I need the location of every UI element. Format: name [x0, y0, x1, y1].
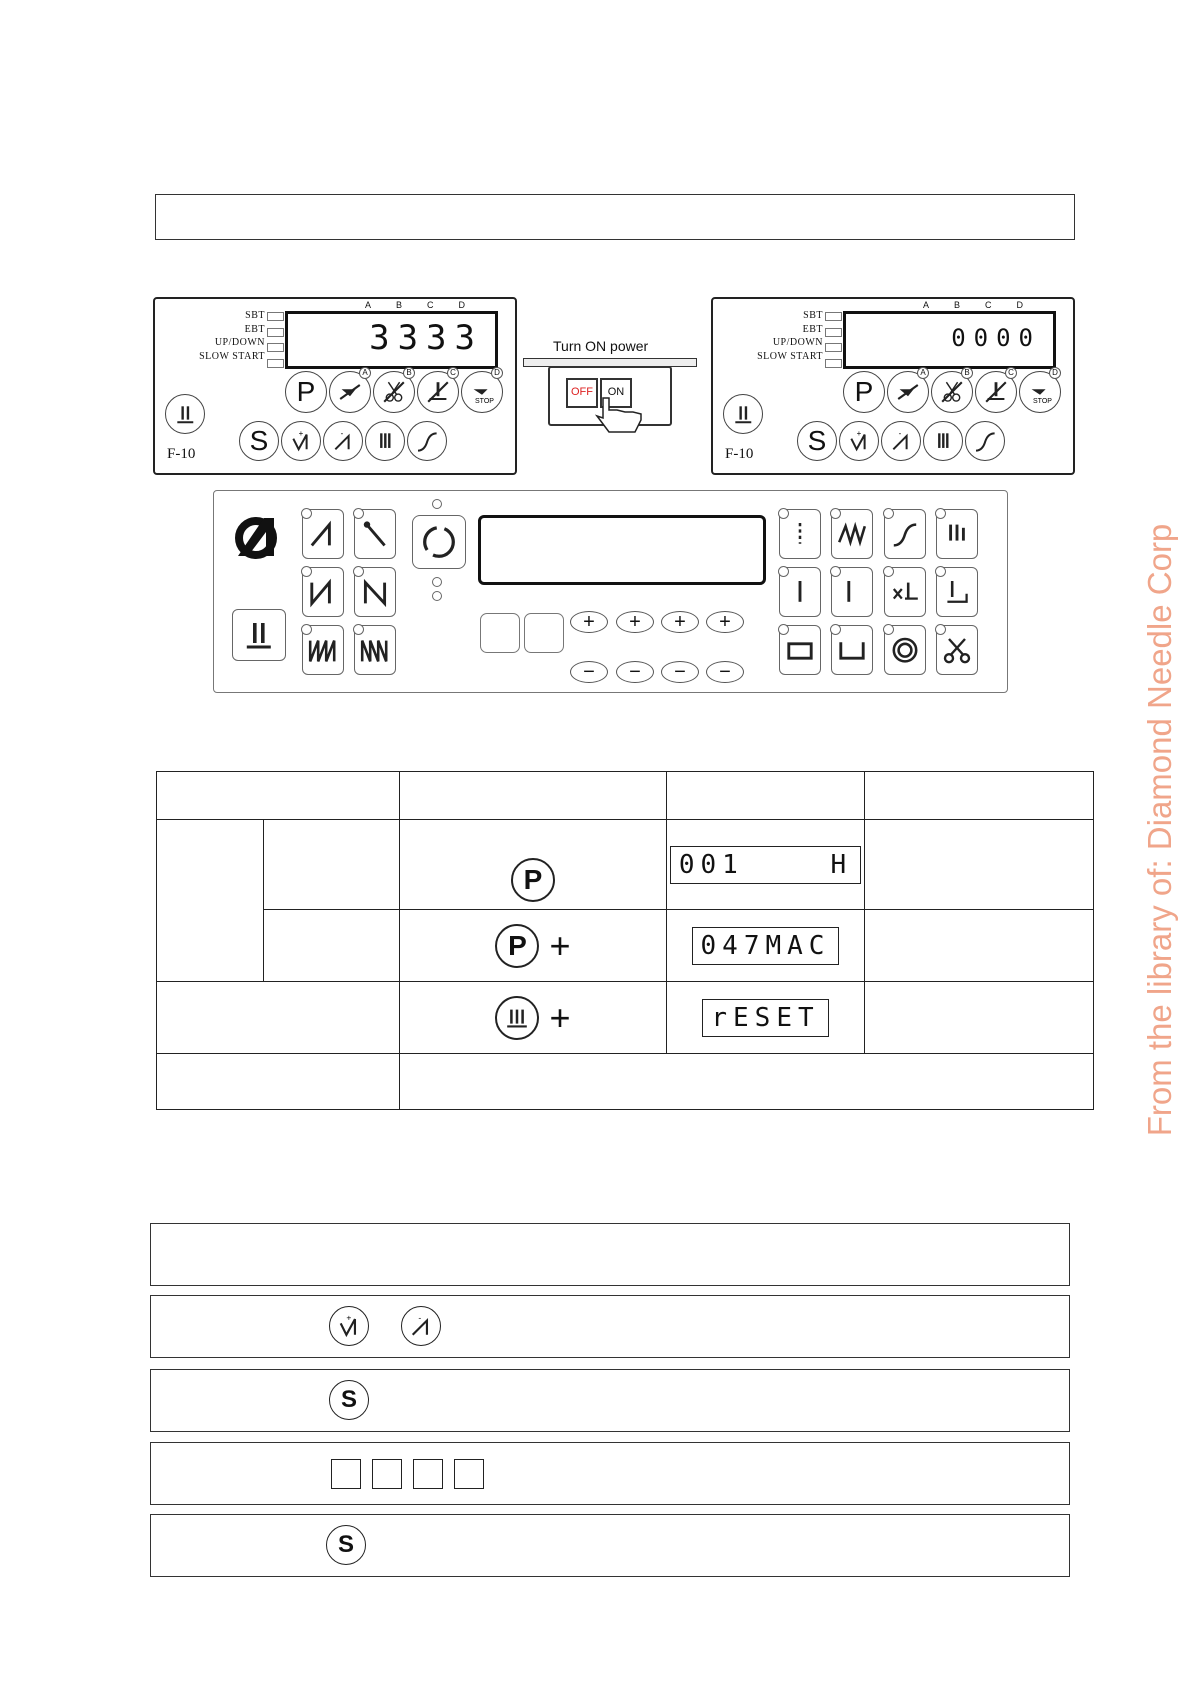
indicator-labels [169, 309, 265, 363]
model-label: F-10 [167, 446, 196, 462]
hand-icon [595, 396, 655, 436]
svg-text:+: + [298, 428, 303, 438]
soft-start-key[interactable] [884, 509, 926, 559]
column-letters: A B C D [923, 300, 1023, 310]
f10-panel-right [711, 297, 1075, 475]
on-switch[interactable]: ON [600, 378, 632, 408]
power-caption: Turn ON power [553, 338, 649, 354]
f10-panel-left [153, 297, 517, 475]
p-key-icon: P [495, 924, 539, 968]
table-row [157, 1054, 1094, 1110]
svg-text:STOP: STOP [475, 398, 494, 406]
display-readout: 001 H [670, 846, 861, 884]
plus-sign: + [549, 996, 571, 1038]
svg-text:+: + [856, 428, 861, 438]
end-backtack-single-key[interactable] [354, 509, 396, 559]
off-switch[interactable]: OFF [566, 378, 598, 408]
blank-key-icon [413, 1459, 443, 1489]
control-panel [213, 490, 1008, 693]
led-2 [432, 591, 442, 601]
settings-table [156, 771, 1094, 1110]
step-row-5 [150, 1514, 1070, 1577]
svg-text:STOP: STOP [1033, 398, 1052, 406]
foot-lift-key[interactable] [936, 567, 978, 617]
column-letters: A B C D [365, 300, 465, 310]
sub-d: D [1049, 367, 1061, 379]
svg-text:-: - [340, 428, 343, 438]
spiral-key[interactable] [884, 625, 926, 675]
blank-key-icon [454, 1459, 484, 1489]
sub-a: A [917, 367, 929, 379]
step-row-3 [150, 1369, 1070, 1432]
plus-sign: + [549, 924, 571, 966]
soft-start-button[interactable] [407, 421, 447, 461]
step-row-4 [150, 1442, 1070, 1505]
table-row [157, 820, 1094, 910]
minus-button-a[interactable]: − [570, 661, 608, 683]
sub-b: B [403, 367, 415, 379]
plus-stitch-button[interactable] [839, 421, 879, 461]
svg-text:+: + [346, 1312, 352, 1323]
indicator-labels [727, 309, 823, 363]
blank-key-2[interactable] [524, 613, 564, 653]
plus-stitch-button[interactable] [281, 421, 321, 461]
step-row-1 [150, 1223, 1070, 1286]
tape-key[interactable] [779, 625, 821, 675]
svg-text:-: - [898, 428, 901, 438]
p-button[interactable]: P [843, 371, 885, 413]
header-cell-4 [865, 772, 1094, 820]
bartack-key[interactable] [302, 625, 344, 675]
blank-key-icon [331, 1459, 361, 1489]
reverse-key[interactable] [936, 509, 978, 559]
needle-down-key[interactable] [779, 509, 821, 559]
table-row [157, 982, 1094, 1054]
bartack-reverse-key[interactable] [354, 625, 396, 675]
cycle-key[interactable] [412, 515, 466, 569]
sub-d: D [491, 367, 503, 379]
cycle-led [432, 499, 442, 509]
updown-needle-button[interactable] [165, 394, 205, 434]
minus-button-c[interactable]: − [661, 661, 699, 683]
trim-foot-key[interactable] [884, 567, 926, 617]
indicator-leds [267, 312, 284, 374]
library-watermark: From the library of: Diamond Needle Corp [1141, 523, 1178, 1137]
stitch-count-key[interactable] [831, 509, 873, 559]
table-row [157, 910, 1094, 982]
header-cell-1 [157, 772, 400, 820]
display-readout: rESET [702, 999, 828, 1037]
indicator-ebt: EBT [802, 323, 823, 335]
blank-key-1[interactable] [480, 613, 520, 653]
indicator-sbt: SBT [245, 310, 265, 321]
svg-text:-: - [418, 1312, 421, 1323]
header-cell-2 [400, 772, 667, 820]
indicator-leds [825, 312, 842, 374]
lcd-display: 3333 [285, 311, 498, 369]
indicator-updown: UP/DOWN [772, 337, 823, 348]
start-backtack-single-key[interactable] [302, 509, 344, 559]
indicator-ebt: EBT [244, 323, 265, 335]
header-cell-3 [667, 772, 865, 820]
brand-logo [234, 516, 282, 560]
step-row-2 [150, 1295, 1070, 1358]
s-button[interactable]: S [239, 421, 279, 461]
plus-button-d[interactable]: + [706, 611, 744, 633]
updown-needle-key[interactable] [232, 609, 286, 661]
updown-needle-icon [495, 996, 539, 1040]
p-button[interactable]: P [285, 371, 327, 413]
sub-a: A [359, 367, 371, 379]
bracket-key[interactable] [831, 625, 873, 675]
plus-stitch-icon [329, 1306, 369, 1346]
indicator-updown: UP/DOWN [214, 337, 265, 348]
updown-needle-button[interactable] [723, 394, 763, 434]
plus-button-a[interactable]: + [570, 611, 608, 633]
blank-key-icon [372, 1459, 402, 1489]
end-backtack-double-key[interactable] [354, 567, 396, 617]
s-button[interactable]: S [797, 421, 837, 461]
plus-button-c[interactable]: + [661, 611, 699, 633]
minus-stitch-icon [401, 1306, 441, 1346]
sub-b: B [961, 367, 973, 379]
main-lcd [478, 515, 766, 585]
power-switch-illustration [523, 330, 695, 440]
reverse-stitch-button[interactable] [365, 421, 405, 461]
start-backtack-double-key[interactable] [302, 567, 344, 617]
needle-up-key[interactable] [831, 567, 873, 617]
indicator-slow-start: SLOW START [199, 350, 265, 362]
indicator-slow-start: SLOW START [757, 350, 823, 362]
led-1 [432, 577, 442, 587]
minus-stitch-button[interactable] [881, 421, 921, 461]
soft-start-button[interactable] [965, 421, 1005, 461]
s-key-icon: S [326, 1525, 366, 1565]
s-key-icon: S [329, 1380, 369, 1420]
plus-button-b[interactable]: + [616, 611, 654, 633]
minus-button-b[interactable]: − [616, 661, 654, 683]
reverse-stitch-button[interactable] [923, 421, 963, 461]
title-bar [155, 194, 1075, 240]
model-label: F-10 [725, 446, 754, 462]
minus-stitch-button[interactable] [323, 421, 363, 461]
sub-c: C [1005, 367, 1017, 379]
sub-c: C [447, 367, 459, 379]
p-key-icon: P [511, 858, 555, 902]
indicator-sbt: SBT [803, 310, 823, 321]
minus-button-d[interactable]: − [706, 661, 744, 683]
scissors-key[interactable] [936, 625, 978, 675]
display-readout: 047MAC [692, 927, 840, 965]
needle-position-key[interactable] [779, 567, 821, 617]
lcd-display: 0000 [843, 311, 1056, 369]
